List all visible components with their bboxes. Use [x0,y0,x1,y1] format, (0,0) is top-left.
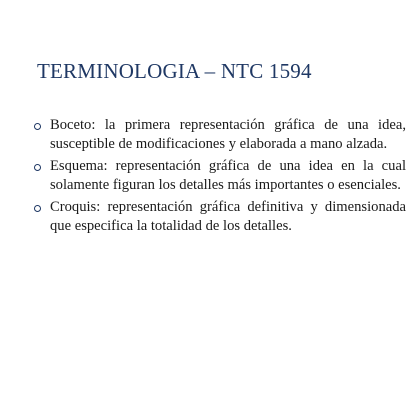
slide-title: TERMINOLOGIA – NTC 1594 [37,59,312,83]
bullet-list [34,116,406,240]
ring-bullet-icon [34,123,41,130]
ring-bullet-icon [34,205,41,212]
bullet-item-esquema [34,157,406,194]
bullet-item-boceto [34,116,406,153]
ring-bullet-icon [34,164,41,171]
bullet-text: Croquis: representación gráfica definitiva y dimensionada que especifica la totalidad de los detalles. [50,199,406,234]
bullet-text: Boceto: la primera representación gráfica de una idea, susceptible de modificaciones y elaborada a mano alzada. [50,117,406,152]
bullet-item-croquis [34,198,406,235]
bullet-text: Esquema: representación gráfica de una idea en la cual solamente figuran los detalles más importantes o esenciales. [50,158,406,193]
